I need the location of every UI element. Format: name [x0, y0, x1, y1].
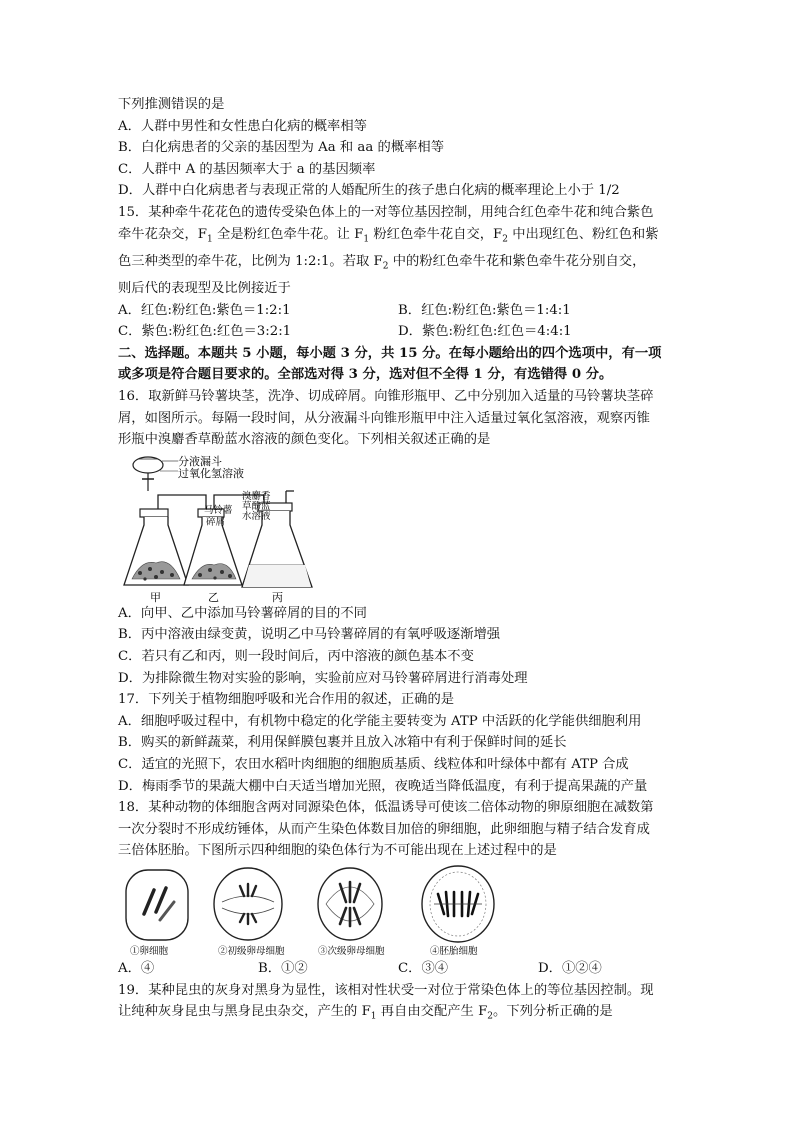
q18-option-d: D．①②④	[538, 960, 602, 976]
q15-option-b: B．红色:粉红色:紫色＝1:4:1	[398, 302, 571, 318]
cell-secondary-oocyte	[318, 868, 382, 940]
q14-option-c: C．人群中 A 的基因频率大于 a 的基因频率	[118, 161, 376, 177]
cell-label-2: ②初级卵母细胞	[218, 945, 285, 957]
q14-stem-tail: 下列推测错误的是	[118, 97, 225, 112]
q16-line-1: 16．取新鲜马铃薯块茎，洗净、切成碎屑。向锥形瓶甲、乙中分别加入适量的马铃薯块茎碎	[118, 389, 654, 405]
q16-option-c: C．若只有乙和丙，则一段时间后，丙中溶液的颜色基本不变	[118, 649, 474, 664]
label-funnel: 分液漏斗	[178, 454, 222, 468]
label-jia: 甲	[150, 590, 161, 603]
q15-options-ab	[118, 300, 678, 322]
separatory-funnel	[133, 457, 163, 491]
q15-option-c: C．紫色:粉红色:红色＝3:2:1	[118, 324, 292, 340]
q18-option-c: C．③④	[398, 960, 449, 976]
q18-line-1: 18．某种动物的体细胞含两对同源染色体，低温诱导可使该二倍体动物的卵原细胞在减数第	[118, 800, 654, 816]
q17-option-c: C．适宜的光照下，农田水稻叶肉细胞的细胞质基质、线粒体和叶绿体中都有 ATP 合成	[118, 756, 629, 772]
q14-option-b: B．白化病患者的父亲的基因型为 Aa 和 aa 的概率相等	[118, 140, 445, 156]
q18-option-b: B．①②	[258, 960, 308, 976]
q16-line-3: 形瓶中溴麝香草酚蓝水溶液的颜色变化。下列相关叙述正确的是	[118, 432, 491, 448]
cell-division-diagram	[118, 862, 518, 958]
q17-option-b: B．购买的新鲜蔬菜，利用保鲜膜包裹并且放入冰箱中有利于保鲜时间的延长	[118, 735, 567, 751]
label-yi: 乙	[208, 590, 219, 603]
q19-line-2: 让纯种灰身昆虫与黑身昆虫杂交，产生的 $F_1$ 再自由交配产生 $F_2$。下列分析正确的是	[118, 1004, 613, 1022]
label-potato-1: 马铃薯	[204, 504, 233, 516]
section2-heading-1: 二、选择题。本题共 5 小题，每小题 3 分，共 15 分。在每小题给出的四个选项中，有一项	[118, 345, 662, 361]
q15-line-4: 则后代的表现型及比例接近于	[118, 281, 291, 297]
q19-line-1: 19．某种昆虫的灰身对黑身为显性，该相对性状受一对位于常染色体上的等位基因控制。现	[118, 982, 654, 998]
q17-option-a: A．细胞呼吸过程中，有机物中稳定的化学能主要转变为 ATP 中活跃的化学能供细胞利用	[118, 713, 642, 729]
q16-option-a: A．向甲、乙中添加马铃薯碎屑的目的不同	[118, 605, 367, 621]
label-btb-3: 水溶液	[242, 510, 271, 522]
q17-line-1: 17．下列关于植物细胞呼吸和光合作用的叙述，正确的是	[118, 692, 455, 708]
q15-option-a: A．红色:粉红色:紫色＝1:2:1	[118, 302, 291, 318]
q14-option-d: D．人群中白化病患者与表现正常的人婚配所生的孩子患白化病的概率理论上小于 1/2	[118, 183, 620, 199]
q15-line-2: 牵牛花杂交，$F_1$ 全是粉红色牵牛花。让 $F_1$ 粉红色牵牛花自交，$F_2$ 中出现红色、粉红色和紫	[118, 226, 659, 245]
q14-option-a: A．人群中男性和女性患白化病的概率相等	[118, 118, 367, 134]
q15-line-1: 15．某种牵牛花花色的遗传受染色体上的一对等位基因控制，用纯合红色牵牛花和纯合紫色	[118, 204, 654, 220]
q18-options	[118, 958, 678, 980]
q16-line-2: 屑，如图所示。每隔一段时间，从分液漏斗向锥形瓶甲中注入适量过氧化氢溶液，观察丙锥	[118, 410, 650, 426]
cell-label-4: ④胚胎细胞	[430, 945, 478, 957]
label-potato-2: 碎屑	[206, 516, 226, 528]
q18-line-2: 一次分裂时不形成纺锤体，从而产生染色体数目加倍的卵细胞，此卵细胞与精子结合发育成	[118, 821, 650, 837]
cell-label-1: ①卵细胞	[130, 945, 169, 957]
label-bing: 丙	[272, 590, 283, 603]
q16-option-b: B．丙中溶液由绿变黄，说明乙中马铃薯碎屑的有氧呼吸逐渐增强	[118, 627, 501, 643]
flask-apparatus-diagram	[118, 451, 318, 603]
cell-egg	[126, 870, 188, 940]
cell-label-3: ③次级卵母细胞	[318, 945, 385, 957]
q18-cell-figure	[118, 862, 678, 958]
q16-flask-figure	[118, 451, 678, 603]
flask-jia	[124, 509, 188, 585]
cell-primary-oocyte	[214, 868, 282, 940]
label-btb-1: 溴麝香	[242, 490, 271, 502]
exam-page	[118, 94, 678, 1028]
q18-option-a: A．④	[118, 960, 155, 976]
label-btb-2: 草酚蓝	[242, 500, 271, 512]
q15-option-d: D．紫色:粉红色:红色＝4:4:1	[398, 324, 572, 340]
q15-options-cd	[118, 321, 678, 343]
q17-option-d: D．梅雨季节的果蔬大棚中白天适当增加光照，夜晚适当降低温度，有利于提高果蔬的产量	[118, 778, 648, 794]
label-h2o2: 过氧化氢溶液	[178, 466, 244, 480]
cell-embryo	[422, 866, 494, 942]
q16-option-d: D．为排除微生物对实验的影响，实验前应对马铃薯碎屑进行消毒处理	[118, 670, 528, 686]
q18-line-3: 三倍体胚胎。下图所示四种细胞的染色体行为不可能出现在上述过程中的是	[118, 843, 557, 859]
section2-heading-2: 或多项是符合题目要求的。全部选对得 3 分，选对但不全得 1 分，有选错得 0 分。	[118, 367, 613, 383]
q15-line-3: 色三种类型的牵牛花，比例为 1:2:1。若取 $F_2$ 中的粉红色牵牛花和紫色牵牛花分别自交，	[118, 253, 646, 272]
